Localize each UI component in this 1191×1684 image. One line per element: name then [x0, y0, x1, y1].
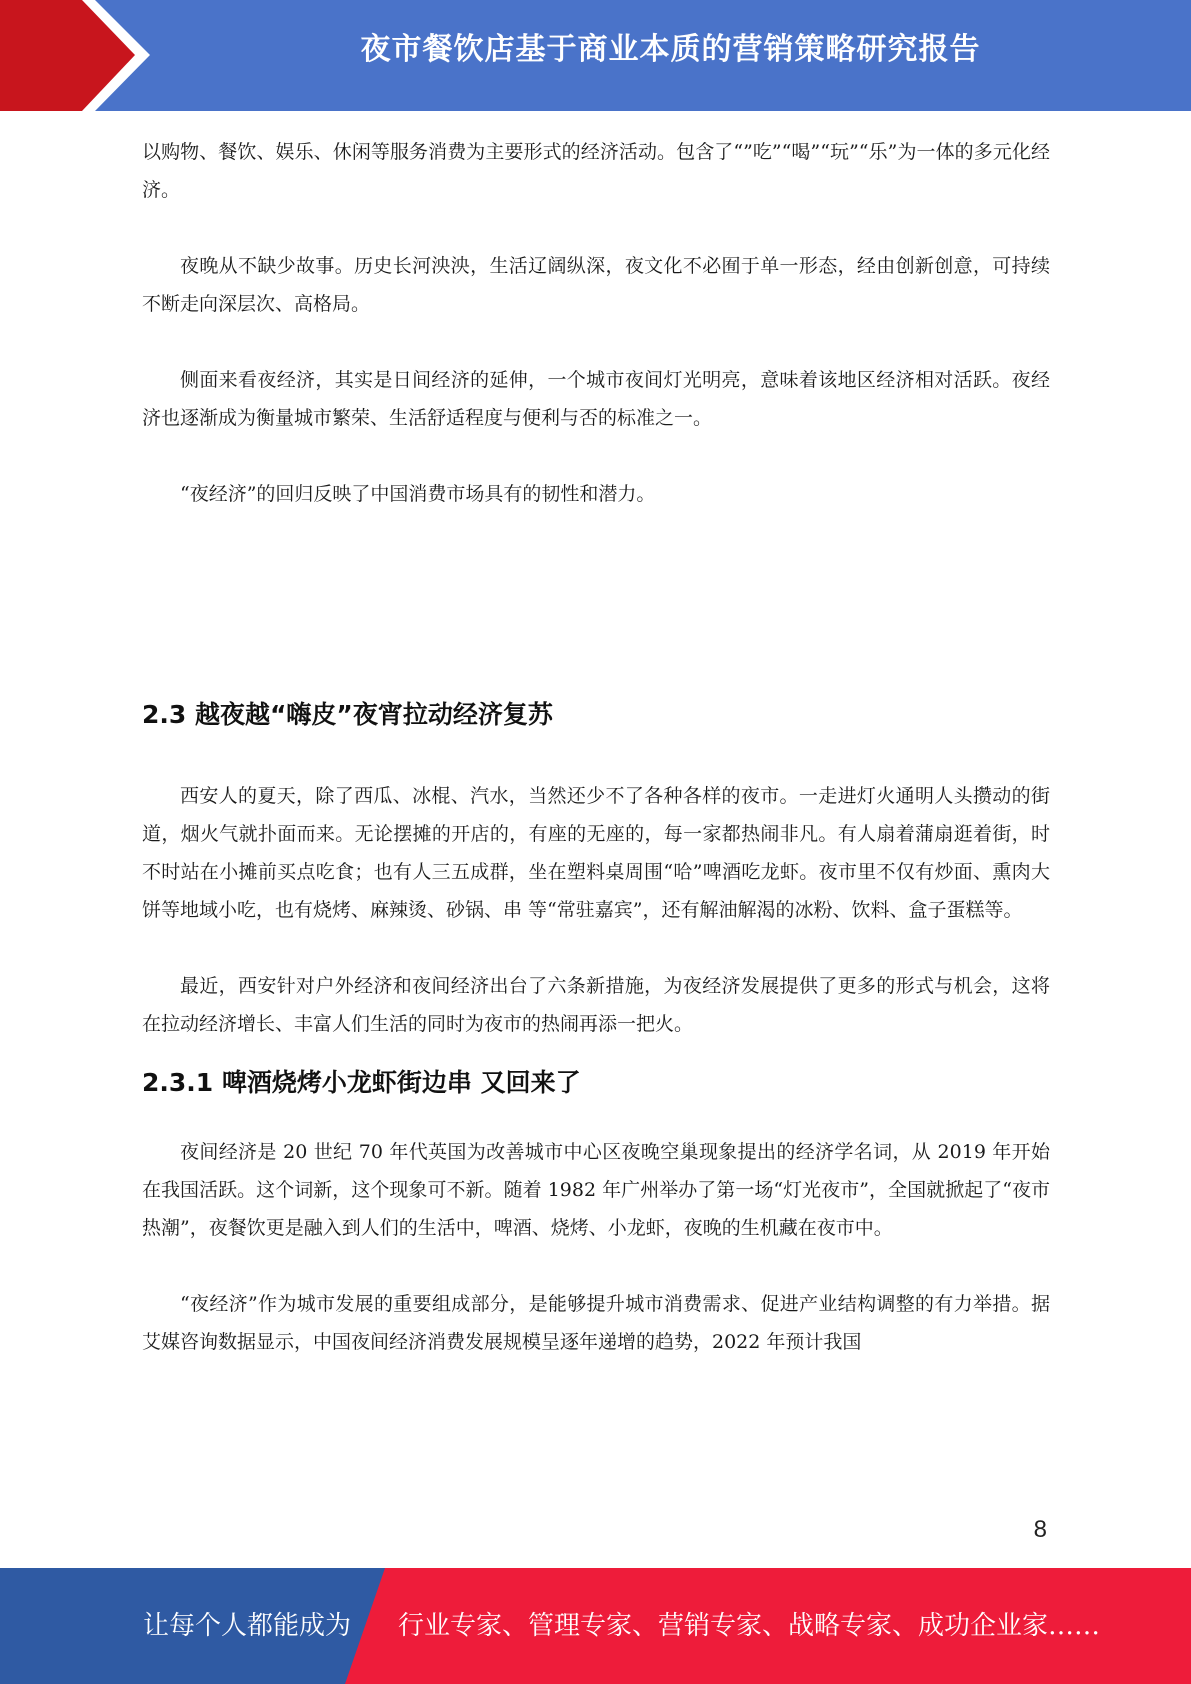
paragraph-2: 夜晚从不缺少故事。历史长河泱泱，生活辽阔纵深，夜文化不必囿于单一形态，经由创新创意，可持续不断走向深层次、高格局。 — [142, 255, 1050, 315]
page-footer — [0, 1568, 1191, 1684]
header-title: 夜市餐饮店基于商业本质的营销策略研究报告 — [360, 32, 981, 67]
paragraph-8: “夜经济”作为城市发展的重要组成部分，是能够提升城市消费需求、促进产业结构调整的有力举措。据艾媒咨询数据显示，中国夜间经济消费发展规模呈逐年递增的趋势，2022 年预计我国 — [142, 1293, 1050, 1353]
paragraph-5: 西安人的夏天，除了西瓜、冰棍、汽水，当然还少不了各种各样的夜市。一走进灯火通明人头攒动的街道，烟火气就扑面而来。无论摆摊的开店的，有座的无座的，每一家都热闹非凡。有人扇着蒲扇逛着街，时不时站在小摊前买点吃食；也有人三五成群，坐在塑料桌周围“哈”啤酒吃龙虾。夜市里不仅有炒面、熏肉大饼等地域小吃，也有烧烤、麻辣烫、砂锅、串 等“常驻嘉宾”，还有解油解渴的冰粉、饮料、盒子蛋糕等。 — [142, 785, 1050, 921]
document-body — [142, 133, 1050, 1361]
paragraph-3: 侧面来看夜经济，其实是日间经济的延伸，一个城市夜间灯光明亮，意味着该地区经济相对活跃。夜经济也逐渐成为衡量城市繁荣、生活舒适程度与便利与否的标准之一。 — [142, 369, 1050, 429]
footer-slogan-right: 行业专家、管理专家、营销专家、战略专家、成功企业家…… — [398, 1611, 1101, 1641]
section-heading-2-3-1: 2.3.1 啤酒烧烤小龙虾街边串 又回来了 — [142, 1068, 581, 1097]
paragraph-1: 以购物、餐饮、娱乐、休闲等服务消费为主要形式的经济活动。包含了“”吃”“喝”“玩”“乐”为一体的多元化经济。 — [142, 141, 1050, 201]
paragraph-6: 最近，西安针对户外经济和夜间经济出台了六条新措施，为夜经济发展提供了更多的形式与机会，这将在拉动经济增长、丰富人们生活的同时为夜市的热闹再添一把火。 — [142, 975, 1050, 1035]
paragraph-4: “夜经济”的回归反映了中国消费市场具有的韧性和潜力。 — [180, 483, 656, 505]
paragraph-7: 夜间经济是 20 世纪 70 年代英国为改善城市中心区夜晚空巢现象提出的经济学名词，从 2019 年开始在我国活跃。这个词新，这个现象可不新。随着 1982 年广州举办了第一场“灯光夜市”，全国就掀起了“夜市热潮”，夜餐饮更是融入到人们的生活中，啤酒、烧烤、小龙虾，夜晚的生机藏在夜市中。 — [142, 1141, 1050, 1239]
section-heading-2-3: 2.3 越夜越“嗨皮”夜宵拉动经济复苏 — [142, 700, 553, 729]
header-arrow-decoration — [0, 0, 160, 111]
header-red-arrow — [0, 0, 135, 111]
page-number: 8 — [1033, 1516, 1047, 1543]
footer-slogan-left: 让每个人都能成为 — [143, 1611, 352, 1641]
page-header — [0, 0, 1191, 111]
